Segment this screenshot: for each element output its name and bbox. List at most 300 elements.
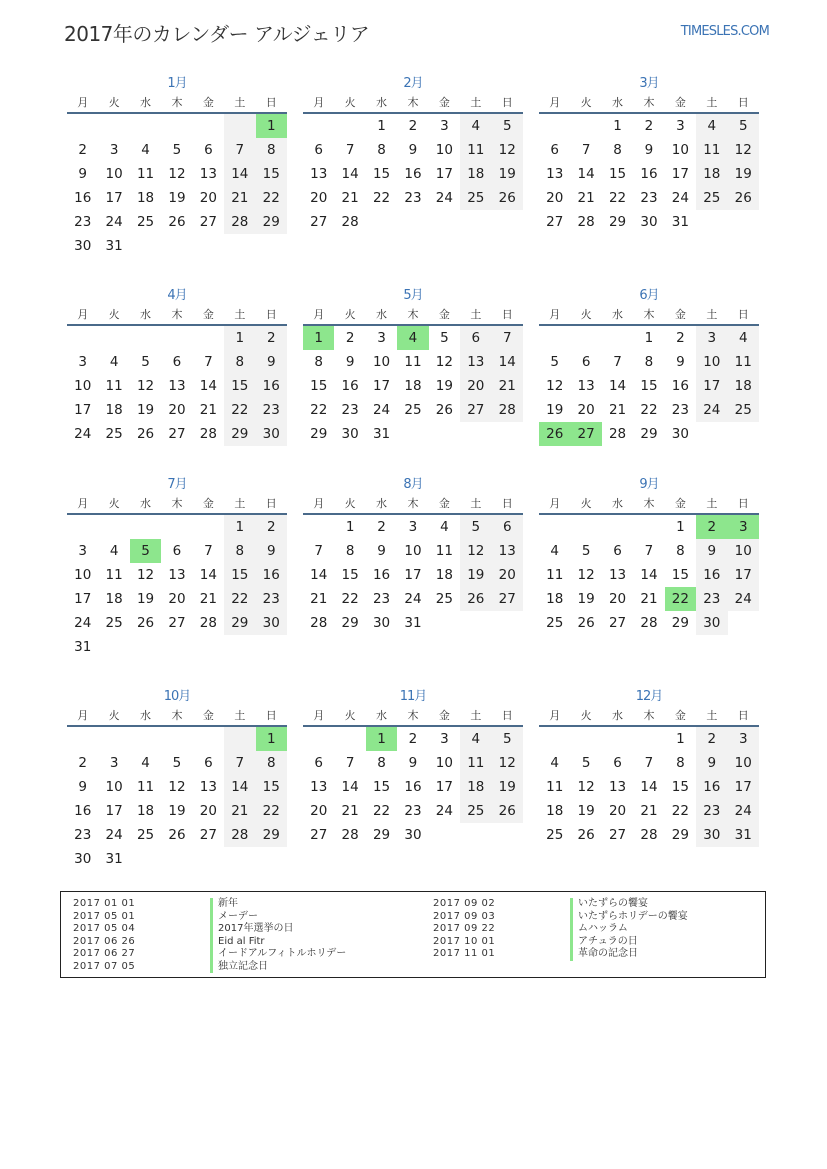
- day-cell[interactable]: 11: [105, 378, 123, 394]
- day-cell[interactable]: 3: [408, 519, 418, 535]
- day-cell[interactable]: 16: [256, 563, 287, 587]
- day-cell[interactable]: 4: [696, 114, 727, 138]
- day-cell[interactable]: 10: [372, 354, 391, 370]
- day-cell[interactable]: 15: [671, 779, 689, 795]
- day-cell[interactable]: 29: [671, 827, 689, 843]
- day-cell[interactable]: 9: [345, 354, 355, 370]
- day-cell[interactable]: 25: [546, 615, 564, 631]
- day-cell[interactable]: 29: [671, 615, 689, 631]
- day-cell[interactable]: 5: [440, 330, 449, 346]
- day-cell[interactable]: 12: [168, 779, 186, 795]
- day-cell[interactable]: 27: [570, 422, 601, 446]
- day-cell[interactable]: 23: [256, 587, 287, 611]
- day-cell[interactable]: 1: [676, 731, 685, 747]
- day-cell[interactable]: 21: [199, 402, 217, 418]
- day-cell[interactable]: 3: [696, 326, 727, 350]
- day-cell[interactable]: 15: [310, 378, 328, 394]
- day-cell[interactable]: 1: [345, 519, 355, 535]
- day-cell[interactable]: 6: [314, 755, 323, 771]
- day-cell[interactable]: 29: [256, 823, 287, 847]
- day-cell[interactable]: 28: [640, 615, 658, 631]
- day-cell[interactable]: 8: [377, 142, 386, 158]
- day-cell[interactable]: 25: [460, 186, 491, 210]
- day-cell[interactable]: 13: [460, 350, 491, 374]
- day-cell[interactable]: 13: [310, 779, 328, 795]
- day-cell[interactable]: 28: [199, 615, 217, 631]
- day-cell[interactable]: 14: [199, 378, 217, 394]
- day-cell[interactable]: 4: [397, 326, 428, 350]
- day-cell[interactable]: 11: [136, 166, 155, 182]
- day-cell[interactable]: 25: [105, 615, 123, 631]
- day-cell[interactable]: 16: [696, 563, 727, 587]
- day-cell[interactable]: 8: [314, 354, 323, 370]
- day-cell[interactable]: 3: [78, 543, 87, 559]
- day-cell[interactable]: 24: [671, 190, 689, 206]
- day-cell[interactable]: 19: [136, 591, 155, 607]
- day-cell[interactable]: 11: [435, 543, 453, 559]
- day-cell[interactable]: 16: [404, 166, 422, 182]
- day-cell[interactable]: 6: [314, 142, 323, 158]
- day-cell[interactable]: 6: [613, 755, 622, 771]
- day-cell[interactable]: 25: [105, 426, 123, 442]
- day-cell[interactable]: 7: [613, 354, 622, 370]
- day-cell[interactable]: 19: [168, 803, 186, 819]
- day-cell[interactable]: 7: [204, 543, 213, 559]
- day-cell[interactable]: 15: [224, 374, 255, 398]
- day-cell[interactable]: 28: [608, 426, 627, 442]
- day-cell[interactable]: 3: [109, 755, 119, 771]
- day-cell[interactable]: 25: [136, 214, 155, 230]
- day-cell[interactable]: 6: [204, 142, 213, 158]
- day-cell[interactable]: 2: [644, 118, 654, 134]
- day-cell[interactable]: 12: [546, 378, 564, 394]
- day-cell[interactable]: 18: [696, 162, 727, 186]
- day-cell[interactable]: 2: [377, 519, 386, 535]
- day-cell[interactable]: 9: [256, 539, 287, 563]
- day-cell[interactable]: 18: [105, 591, 123, 607]
- day-cell[interactable]: 19: [728, 162, 759, 186]
- day-cell[interactable]: 20: [608, 803, 627, 819]
- day-cell[interactable]: 10: [105, 779, 123, 795]
- day-cell[interactable]: 20: [608, 591, 627, 607]
- day-cell[interactable]: 28: [492, 398, 523, 422]
- day-cell[interactable]: 20: [168, 591, 186, 607]
- day-cell[interactable]: 21: [199, 591, 217, 607]
- day-cell[interactable]: 24: [372, 402, 391, 418]
- day-cell[interactable]: 2: [696, 727, 727, 751]
- day-cell[interactable]: 24: [105, 214, 123, 230]
- day-cell[interactable]: 12: [460, 539, 491, 563]
- day-cell[interactable]: 8: [613, 142, 622, 158]
- day-cell[interactable]: 30: [671, 426, 689, 442]
- day-cell[interactable]: 19: [577, 591, 595, 607]
- day-cell[interactable]: 8: [644, 354, 654, 370]
- day-cell[interactable]: 25: [546, 827, 564, 843]
- day-cell[interactable]: 1: [613, 118, 622, 134]
- day-cell[interactable]: 5: [728, 114, 759, 138]
- day-cell[interactable]: 25: [404, 402, 422, 418]
- day-cell[interactable]: 28: [310, 615, 328, 631]
- day-cell[interactable]: 5: [581, 755, 591, 771]
- day-cell[interactable]: 4: [460, 727, 491, 751]
- day-cell[interactable]: 15: [341, 567, 359, 583]
- day-cell[interactable]: 28: [199, 426, 217, 442]
- day-cell[interactable]: 7: [224, 751, 255, 775]
- day-cell[interactable]: 26: [539, 422, 570, 446]
- day-cell[interactable]: 1: [224, 326, 255, 350]
- day-cell[interactable]: 23: [404, 190, 422, 206]
- day-cell[interactable]: 14: [224, 162, 255, 186]
- day-cell[interactable]: 4: [141, 755, 150, 771]
- day-cell[interactable]: 1: [256, 727, 287, 751]
- day-cell[interactable]: 27: [546, 214, 564, 230]
- day-cell[interactable]: 28: [224, 210, 255, 234]
- day-cell[interactable]: 1: [676, 519, 685, 535]
- day-cell[interactable]: 2: [696, 515, 727, 539]
- day-cell[interactable]: 13: [310, 166, 328, 182]
- day-cell[interactable]: 20: [577, 402, 595, 418]
- day-cell[interactable]: 7: [345, 755, 355, 771]
- day-cell[interactable]: 30: [256, 422, 287, 446]
- day-cell[interactable]: 7: [224, 138, 255, 162]
- day-cell[interactable]: 1: [644, 330, 654, 346]
- day-cell[interactable]: 3: [109, 142, 119, 158]
- day-cell[interactable]: 15: [671, 567, 689, 583]
- day-cell[interactable]: 3: [377, 330, 386, 346]
- day-cell[interactable]: 26: [136, 426, 155, 442]
- day-cell[interactable]: 8: [345, 543, 355, 559]
- day-cell[interactable]: 2: [256, 515, 287, 539]
- day-cell[interactable]: 3: [676, 118, 685, 134]
- day-cell[interactable]: 27: [168, 426, 186, 442]
- day-cell[interactable]: 9: [408, 755, 418, 771]
- day-cell[interactable]: 7: [644, 755, 654, 771]
- day-cell[interactable]: 27: [608, 827, 627, 843]
- day-cell[interactable]: 21: [341, 190, 359, 206]
- day-cell[interactable]: 6: [550, 142, 559, 158]
- day-cell[interactable]: 11: [460, 138, 491, 162]
- day-cell[interactable]: 2: [78, 142, 87, 158]
- day-cell[interactable]: 26: [435, 402, 453, 418]
- day-cell[interactable]: 13: [199, 779, 217, 795]
- day-cell[interactable]: 12: [728, 138, 759, 162]
- day-cell[interactable]: 18: [546, 591, 564, 607]
- day-cell[interactable]: 28: [640, 827, 658, 843]
- day-cell[interactable]: 5: [492, 727, 523, 751]
- day-cell[interactable]: 17: [728, 563, 759, 587]
- day-cell[interactable]: 17: [696, 374, 727, 398]
- day-cell[interactable]: 22: [310, 402, 328, 418]
- day-cell[interactable]: 21: [492, 374, 523, 398]
- day-cell[interactable]: 5: [581, 543, 591, 559]
- day-cell[interactable]: 29: [256, 210, 287, 234]
- day-cell[interactable]: 10: [74, 567, 92, 583]
- day-cell[interactable]: 30: [404, 827, 422, 843]
- day-cell[interactable]: 26: [168, 214, 186, 230]
- day-cell[interactable]: 21: [640, 803, 658, 819]
- day-cell[interactable]: 24: [696, 398, 727, 422]
- day-cell[interactable]: 21: [640, 591, 658, 607]
- day-cell[interactable]: 18: [728, 374, 759, 398]
- day-cell[interactable]: 16: [74, 803, 92, 819]
- day-cell[interactable]: 25: [435, 591, 453, 607]
- day-cell[interactable]: 6: [613, 543, 622, 559]
- day-cell[interactable]: 13: [199, 166, 217, 182]
- day-cell[interactable]: 15: [372, 779, 391, 795]
- day-cell[interactable]: 28: [577, 214, 595, 230]
- day-cell[interactable]: 20: [199, 190, 217, 206]
- day-cell[interactable]: 1: [366, 727, 397, 751]
- day-cell[interactable]: 11: [696, 138, 727, 162]
- day-cell[interactable]: 4: [440, 519, 449, 535]
- day-cell[interactable]: 2: [256, 326, 287, 350]
- day-cell[interactable]: 3: [728, 727, 759, 751]
- day-cell[interactable]: 14: [492, 350, 523, 374]
- day-cell[interactable]: 22: [671, 803, 689, 819]
- day-cell[interactable]: 1: [224, 515, 255, 539]
- day-cell[interactable]: 29: [310, 426, 328, 442]
- day-cell[interactable]: 7: [204, 354, 213, 370]
- day-cell[interactable]: 11: [546, 567, 564, 583]
- day-cell[interactable]: 24: [74, 615, 92, 631]
- day-cell[interactable]: 27: [310, 827, 328, 843]
- day-cell[interactable]: 12: [577, 567, 595, 583]
- day-cell[interactable]: 8: [224, 539, 255, 563]
- day-cell[interactable]: 23: [256, 398, 287, 422]
- day-cell[interactable]: 6: [581, 354, 591, 370]
- day-cell[interactable]: 30: [256, 611, 287, 635]
- day-cell[interactable]: 12: [136, 567, 155, 583]
- day-cell[interactable]: 24: [728, 587, 759, 611]
- day-cell[interactable]: 10: [671, 142, 689, 158]
- day-cell[interactable]: 8: [676, 543, 685, 559]
- day-cell[interactable]: 11: [105, 567, 123, 583]
- day-cell[interactable]: 18: [460, 162, 491, 186]
- day-cell[interactable]: 13: [546, 166, 564, 182]
- day-cell[interactable]: 18: [404, 378, 422, 394]
- day-cell[interactable]: 15: [640, 378, 658, 394]
- day-cell[interactable]: 10: [404, 543, 422, 559]
- day-cell[interactable]: 27: [199, 214, 217, 230]
- day-cell[interactable]: 17: [671, 166, 689, 182]
- day-cell[interactable]: 3: [440, 731, 449, 747]
- day-cell[interactable]: 24: [105, 827, 123, 843]
- day-cell[interactable]: 17: [105, 803, 123, 819]
- day-cell[interactable]: 26: [136, 615, 155, 631]
- day-cell[interactable]: 7: [345, 142, 355, 158]
- day-cell[interactable]: 18: [105, 402, 123, 418]
- day-cell[interactable]: 24: [74, 426, 92, 442]
- day-cell[interactable]: 16: [256, 374, 287, 398]
- day-cell[interactable]: 18: [435, 567, 453, 583]
- day-cell[interactable]: 14: [608, 378, 627, 394]
- day-cell[interactable]: 15: [256, 775, 287, 799]
- day-cell[interactable]: 24: [404, 591, 422, 607]
- day-cell[interactable]: 16: [671, 378, 689, 394]
- day-cell[interactable]: 23: [341, 402, 359, 418]
- day-cell[interactable]: 17: [404, 567, 422, 583]
- day-cell[interactable]: 6: [204, 755, 213, 771]
- day-cell[interactable]: 11: [546, 779, 564, 795]
- day-cell[interactable]: 10: [728, 751, 759, 775]
- day-cell[interactable]: 17: [74, 591, 92, 607]
- day-cell[interactable]: 2: [408, 731, 418, 747]
- day-cell[interactable]: 19: [136, 402, 155, 418]
- day-cell[interactable]: 16: [372, 567, 391, 583]
- day-cell[interactable]: 9: [408, 142, 418, 158]
- day-cell[interactable]: 9: [676, 354, 685, 370]
- day-cell[interactable]: 22: [256, 799, 287, 823]
- day-cell[interactable]: 12: [492, 751, 523, 775]
- day-cell[interactable]: 14: [640, 779, 658, 795]
- day-cell[interactable]: 5: [141, 354, 150, 370]
- day-cell[interactable]: 17: [372, 378, 391, 394]
- day-cell[interactable]: 31: [404, 615, 422, 631]
- day-cell[interactable]: 22: [224, 587, 255, 611]
- day-cell[interactable]: 28: [341, 214, 359, 230]
- day-cell[interactable]: 27: [492, 587, 523, 611]
- day-cell[interactable]: 24: [435, 803, 453, 819]
- day-cell[interactable]: 13: [608, 567, 627, 583]
- day-cell[interactable]: 3: [728, 515, 759, 539]
- day-cell[interactable]: 9: [696, 539, 727, 563]
- day-cell[interactable]: 16: [404, 779, 422, 795]
- day-cell[interactable]: 9: [78, 166, 87, 182]
- day-cell[interactable]: 23: [404, 803, 422, 819]
- day-cell[interactable]: 29: [341, 615, 359, 631]
- day-cell[interactable]: 14: [640, 567, 658, 583]
- day-cell[interactable]: 14: [577, 166, 595, 182]
- day-cell[interactable]: 20: [310, 190, 328, 206]
- day-cell[interactable]: 21: [608, 402, 627, 418]
- day-cell[interactable]: 23: [696, 799, 727, 823]
- day-cell[interactable]: 4: [728, 326, 759, 350]
- day-cell[interactable]: 10: [728, 539, 759, 563]
- day-cell[interactable]: 21: [577, 190, 595, 206]
- day-cell[interactable]: 23: [696, 587, 727, 611]
- day-cell[interactable]: 25: [460, 799, 491, 823]
- day-cell[interactable]: 19: [546, 402, 564, 418]
- day-cell[interactable]: 2: [676, 330, 685, 346]
- day-cell[interactable]: 13: [608, 779, 627, 795]
- day-cell[interactable]: 8: [256, 138, 287, 162]
- day-cell[interactable]: 19: [492, 775, 523, 799]
- day-cell[interactable]: 15: [224, 563, 255, 587]
- day-cell[interactable]: 20: [199, 803, 217, 819]
- day-cell[interactable]: 31: [372, 426, 391, 442]
- day-cell[interactable]: 22: [224, 398, 255, 422]
- day-cell[interactable]: 22: [256, 186, 287, 210]
- day-cell[interactable]: 10: [74, 378, 92, 394]
- day-cell[interactable]: 6: [172, 543, 182, 559]
- brand-logo-text[interactable]: TIMESLES.COM: [680, 24, 769, 39]
- day-cell[interactable]: 26: [728, 186, 759, 210]
- day-cell[interactable]: 31: [74, 639, 92, 655]
- day-cell[interactable]: 26: [492, 186, 523, 210]
- day-cell[interactable]: 17: [435, 779, 453, 795]
- day-cell[interactable]: 30: [640, 214, 658, 230]
- day-cell[interactable]: 12: [492, 138, 523, 162]
- day-cell[interactable]: 8: [224, 350, 255, 374]
- day-cell[interactable]: 22: [608, 190, 627, 206]
- day-cell[interactable]: 5: [172, 755, 182, 771]
- day-cell[interactable]: 7: [644, 543, 654, 559]
- day-cell[interactable]: 8: [676, 755, 685, 771]
- day-cell[interactable]: 10: [435, 142, 453, 158]
- day-cell[interactable]: 14: [310, 567, 328, 583]
- day-cell[interactable]: 25: [728, 398, 759, 422]
- day-cell[interactable]: 2: [345, 330, 355, 346]
- day-cell[interactable]: 17: [728, 775, 759, 799]
- day-cell[interactable]: 20: [460, 374, 491, 398]
- day-cell[interactable]: 8: [256, 751, 287, 775]
- day-cell[interactable]: 28: [341, 827, 359, 843]
- day-cell[interactable]: 29: [224, 422, 255, 446]
- day-cell[interactable]: 10: [105, 166, 123, 182]
- day-cell[interactable]: 5: [492, 114, 523, 138]
- day-cell[interactable]: 17: [74, 402, 92, 418]
- day-cell[interactable]: 14: [199, 567, 217, 583]
- day-cell[interactable]: 9: [78, 779, 87, 795]
- day-cell[interactable]: 2: [408, 118, 418, 134]
- day-cell[interactable]: 17: [435, 166, 453, 182]
- day-cell[interactable]: 23: [372, 591, 391, 607]
- day-cell[interactable]: 29: [372, 827, 391, 843]
- day-cell[interactable]: 19: [435, 378, 453, 394]
- day-cell[interactable]: 14: [341, 166, 359, 182]
- day-cell[interactable]: 4: [109, 354, 119, 370]
- day-cell[interactable]: 29: [640, 426, 658, 442]
- day-cell[interactable]: 11: [460, 751, 491, 775]
- day-cell[interactable]: 26: [577, 615, 595, 631]
- day-cell[interactable]: 5: [550, 354, 559, 370]
- day-cell[interactable]: 26: [168, 827, 186, 843]
- day-cell[interactable]: 17: [105, 190, 123, 206]
- day-cell[interactable]: 30: [74, 851, 92, 867]
- day-cell[interactable]: 5: [130, 539, 161, 563]
- day-cell[interactable]: 8: [377, 755, 386, 771]
- day-cell[interactable]: 31: [671, 214, 689, 230]
- day-cell[interactable]: 21: [224, 799, 255, 823]
- day-cell[interactable]: 10: [696, 350, 727, 374]
- day-cell[interactable]: 27: [199, 827, 217, 843]
- day-cell[interactable]: 6: [172, 354, 182, 370]
- day-cell[interactable]: 27: [608, 615, 627, 631]
- day-cell[interactable]: 13: [492, 539, 523, 563]
- day-cell[interactable]: 31: [728, 823, 759, 847]
- day-cell[interactable]: 25: [136, 827, 155, 843]
- day-cell[interactable]: 26: [460, 587, 491, 611]
- day-cell[interactable]: 22: [341, 591, 359, 607]
- day-cell[interactable]: 4: [550, 543, 559, 559]
- day-cell[interactable]: 1: [377, 118, 386, 134]
- day-cell[interactable]: 25: [696, 186, 727, 210]
- day-cell[interactable]: 9: [377, 543, 386, 559]
- day-cell[interactable]: 6: [460, 326, 491, 350]
- day-cell[interactable]: 14: [224, 775, 255, 799]
- day-cell[interactable]: 13: [168, 378, 186, 394]
- day-cell[interactable]: 18: [136, 190, 155, 206]
- day-cell[interactable]: 4: [141, 142, 150, 158]
- day-cell[interactable]: 20: [546, 190, 564, 206]
- day-cell[interactable]: 12: [577, 779, 595, 795]
- day-cell[interactable]: 1: [256, 114, 287, 138]
- day-cell[interactable]: 15: [608, 166, 627, 182]
- day-cell[interactable]: 24: [435, 190, 453, 206]
- day-cell[interactable]: 9: [696, 751, 727, 775]
- day-cell[interactable]: 21: [341, 803, 359, 819]
- day-cell[interactable]: 30: [696, 611, 727, 635]
